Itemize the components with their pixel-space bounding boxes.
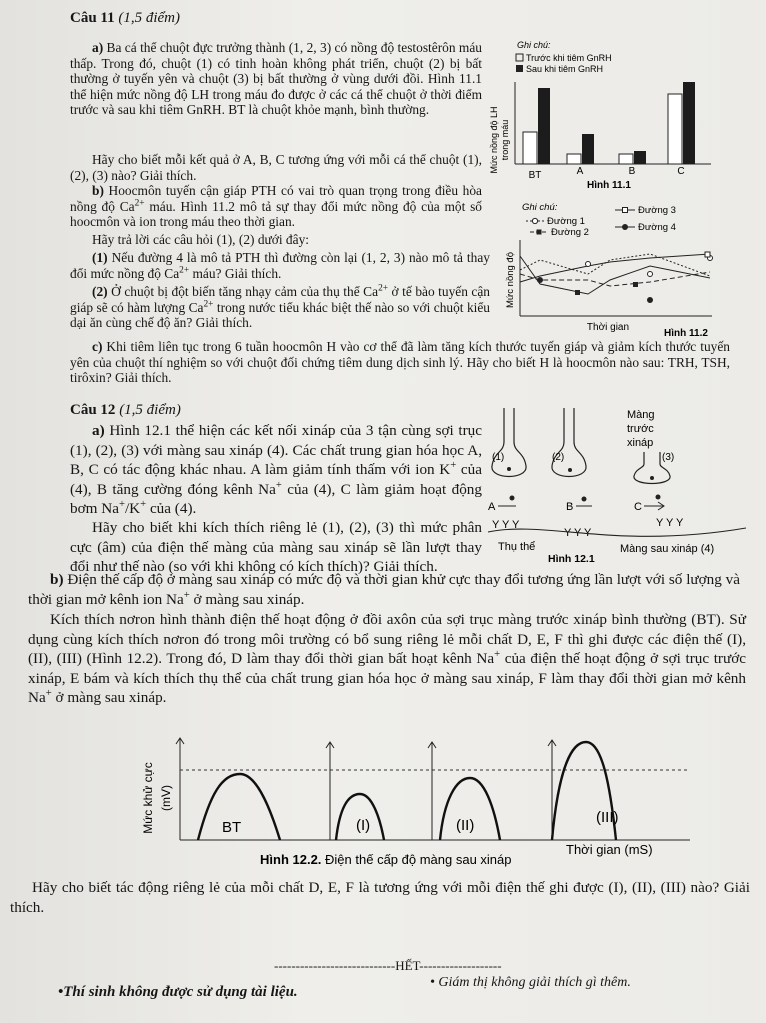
question-12-heading: Câu 12 (1,5 điểm) xyxy=(70,402,181,418)
end-marker: ----------------------------HẾT------------------- xyxy=(274,958,502,973)
line2-point xyxy=(633,282,638,287)
bar-a-before xyxy=(567,154,581,164)
fig11-2-legend-line3: Đường 3 xyxy=(638,205,676,216)
fig12-2-ylabel-line1: Mức khử cực xyxy=(141,762,155,834)
question-11b-question: Hãy trả lời các câu hỏi (1), (2) dưới đây: xyxy=(92,232,309,247)
arrow-c xyxy=(644,502,664,510)
fig12-1-caption: Hình 12.1 xyxy=(548,553,595,565)
bar-a-after xyxy=(582,134,594,164)
terminal-1 xyxy=(492,408,526,477)
fig12-1-legend-line2: trước xyxy=(627,423,654,435)
fig11-2-caption: Hình 11.2 xyxy=(664,328,708,339)
figure-11-2 xyxy=(500,196,722,340)
fig11-1-cat-c: C xyxy=(677,166,685,177)
question-11a-text: a) Ba cá thể chuột đực trưởng thành (1, 2, 3) có nồng độ testostêrôn máu thấp. Trong đó, chuột (1) có tinh hoàn không phát triển, chuột (2) bị bất thường ở tuyến yên và chuột (3) bị bất thường ở vùng dưới đồi. Hình 11.1 thể hiện mức nồng độ LH trong máu đo được ở các cá thể chuột ở thời điểm trước và sau khi tiêm GnRH. BT là chuột khỏe mạnh, bình thường. xyxy=(70,40,482,118)
receptors-2: Y Y Y xyxy=(564,527,592,539)
bar-b-before xyxy=(619,154,633,164)
fig12-2-ylabel-line2: (mV) xyxy=(159,785,173,811)
fig12-2-xlabel: Thời gian (mS) xyxy=(566,842,653,857)
vesicle-dot xyxy=(650,476,654,480)
fig12-2-label-3: (III) xyxy=(596,809,619,826)
fig11-1-ylabel-line2: trong máu xyxy=(500,119,510,161)
c-molecule xyxy=(656,495,661,500)
fig11-2-legend-line1: Đường 1 xyxy=(547,216,585,227)
postsynaptic-membrane xyxy=(488,528,746,536)
question-11b2-text: (2) Ở chuột bị đột biến tăng nhạy cảm của thụ thể $Ca^{2+}$ ở tế bào tuyến cận giáp sẽ có hàm lượng $Ca^{2+}$ trong nước tiểu khác biệt thế nào so với chuột kiểu dại ăn cùng chế độ ăn? Giải thích. xyxy=(70,283,491,331)
fig11-1-ylabel xyxy=(489,106,510,173)
line4-point xyxy=(647,297,653,303)
fig11-1-legend-after: Sau khi tiêm GnRH xyxy=(526,64,604,74)
fig12-1-label-b: B xyxy=(566,501,574,513)
question-11a-question: Hãy cho biết mỗi kết quả ở A, B, C tương ứng với mỗi cá thể chuột (1), (2), (3) nào? Giải thích. xyxy=(70,152,482,183)
question-11b-text: b) Hoocmôn tuyến cận giáp PTH có vai trò quan trọng trong điều hòa nồng độ $Ca^{2+}$ máu. Hình 11.2 mô tả sự thay đổi mức nồng độ của một số hoocmôn và ion trong máu theo thời gian. xyxy=(70,183,482,230)
fig12-1-legend-line1: Màng xyxy=(627,409,655,421)
b-molecule xyxy=(582,497,587,502)
fig12-2-label-1: (I) xyxy=(356,817,371,834)
fig11-1-legend-before: Trước khi tiêm GnRH xyxy=(526,53,612,63)
bar-c-before xyxy=(668,94,682,164)
footer-left-note: •Thí sinh không được sử dụng tài liệu. xyxy=(58,984,298,1000)
receptors-1: Y Y Y xyxy=(492,519,520,531)
line4-point xyxy=(537,277,543,283)
a-molecule xyxy=(510,496,515,501)
fig11-2-ylabel: Mức nồng độ xyxy=(505,251,516,309)
legend-after-swatch xyxy=(516,65,523,72)
line1-point xyxy=(586,262,591,267)
question-12b-paragraph: Kích thích nơron hình thành điện thế hoạt động ở đồi axôn của sợi trục màng trước xináp bình thường (BT). Sử dụng cùng kích thích nơron đó trong môi trường có bổ sung riêng lẻ mỗi chất D, E, F thì ghi được các điện thế (I), (II), (III) (Hình 12.2). Trong đó, D làm thay đổi thời gian bất hoạt kênh Na+ của điện thế hoạt động ở sợi trục trước xináp, E bám và kích thích thụ thể của chất trung gian hóa học ở màng sau xináp, F làm thay đổi thời gian mở kênh Na+ ở màng sau xináp. xyxy=(28,611,746,707)
figure-11-1 xyxy=(485,32,717,196)
fig11-1-ylabel-line1: Mức nồng độ LH xyxy=(489,106,499,174)
question-12a-text: a) Hình 12.1 thể hiện các kết nối xináp của 3 tận cùng sợi trục (1), (2), (3) với màng sau xináp (4). Các chất trung gian hóa học A, B, C có tác động khác nhau. A làm giảm tính thấm với ion K+ của (4), B tăng cường đóng kênh Na+ của (4), C làm giảm hoạt động bơm Na+/K+ của (4). xyxy=(70,422,483,518)
legend-before-swatch xyxy=(516,54,523,61)
receptors-3: Y Y Y xyxy=(656,517,684,529)
fig12-1-receptor-label: Thụ thể xyxy=(498,541,536,553)
legend-line3-marker xyxy=(623,208,628,213)
line3-point xyxy=(705,252,710,257)
bar-c-after xyxy=(683,82,695,164)
fig11-1-legend-title: Ghi chú: xyxy=(517,40,551,50)
figure-12-1 xyxy=(486,402,748,566)
figure-12-2 xyxy=(140,734,700,870)
question-12b-text: b) Điện thế cấp độ ở màng sau xináp có mức độ và thời gian khử cực thay đổi tương ứng lần lượt với số lượng và thời gian mở kênh ion Na+ ở màng sau xináp. xyxy=(28,571,741,608)
fig12-2-label-bt: BT xyxy=(222,819,242,836)
question-12b-question: Hãy cho biết tác động riêng lẻ của mỗi chất D, E, F là tương ứng với mỗi điện thế ghi được (I), (II), (III) nào? Giải thích. xyxy=(10,879,750,916)
legend-line2-marker xyxy=(537,230,542,235)
fig11-1-cat-b: B xyxy=(628,166,636,177)
fig12-2-caption: Hình 12.2. Điện thế cấp độ màng sau xináp xyxy=(260,852,512,867)
fig11-1-cat-bt: BT xyxy=(528,170,542,181)
question-11c-text: c) Khi tiêm liên tục trong 6 tuần hoocmôn H vào cơ thể đã làm tăng kích thước tuyến giáp và giảm kích thước tuyến yên của chuột thí nghiệm so với chuột đối chứng tiêm dung dịch sinh lý. Hãy cho biết H là hoocmôn nào sau: TRH, TSH, tirôxin? Giải thích. xyxy=(70,339,730,386)
fig11-1-caption: Hình 11.1 xyxy=(587,180,631,191)
terminal-2 xyxy=(552,408,586,477)
question-11b1-text: (1) Nếu đường 4 là mô tả PTH thì đường còn lại (1, 2, 3) nào mô tả thay đổi mức nồng độ $Ca^{2+}$ máu? Giải thích. xyxy=(70,250,490,281)
fig11-2-legend-title: Ghi chú: xyxy=(522,202,558,213)
fig11-2-xlabel: Thời gian xyxy=(586,322,630,333)
vesicle-dot xyxy=(507,467,511,471)
fig12-2-label-2: (II) xyxy=(456,817,475,834)
fig11-1-cat-a: A xyxy=(576,166,584,177)
bar-bt-after xyxy=(538,88,550,164)
fig11-2-legend-line2: Đường 2 xyxy=(551,227,589,238)
fig12-1-legend-line3: xináp xyxy=(627,437,654,449)
bar-bt-before xyxy=(523,132,537,164)
bar-b-after xyxy=(634,151,646,164)
vesicle-dot xyxy=(568,468,572,472)
fig12-1-t1: (1) xyxy=(492,452,505,463)
fig12-1-label-a: A xyxy=(488,501,496,513)
footer-right-note: • Giám thị không giải thích gì thêm. xyxy=(430,975,631,990)
question-11-heading: Câu 11 (1,5 điểm) xyxy=(70,10,181,26)
question-12a-question: Hãy cho biết khi kích thích riêng lẻ (1), (2), (3) thì mức phân cực (âm) của điện thế màng của màng sau xináp sẽ lần lượt thay đổi như thế nào (so với khi không có kích thích)? Giải thích. xyxy=(70,519,482,576)
fig12-1-label-c: C xyxy=(634,501,642,513)
fig12-1-t3: (3) xyxy=(662,452,675,463)
line1-point xyxy=(648,272,653,277)
fig11-2-legend-line4: Đường 4 xyxy=(638,222,676,233)
legend-line4-marker xyxy=(622,224,628,230)
legend-line1-marker xyxy=(532,218,537,223)
fig12-1-t2: (2) xyxy=(552,452,565,463)
fig12-1-membrane-label: Màng sau xináp (4) xyxy=(620,543,715,555)
line2-point xyxy=(575,290,580,295)
